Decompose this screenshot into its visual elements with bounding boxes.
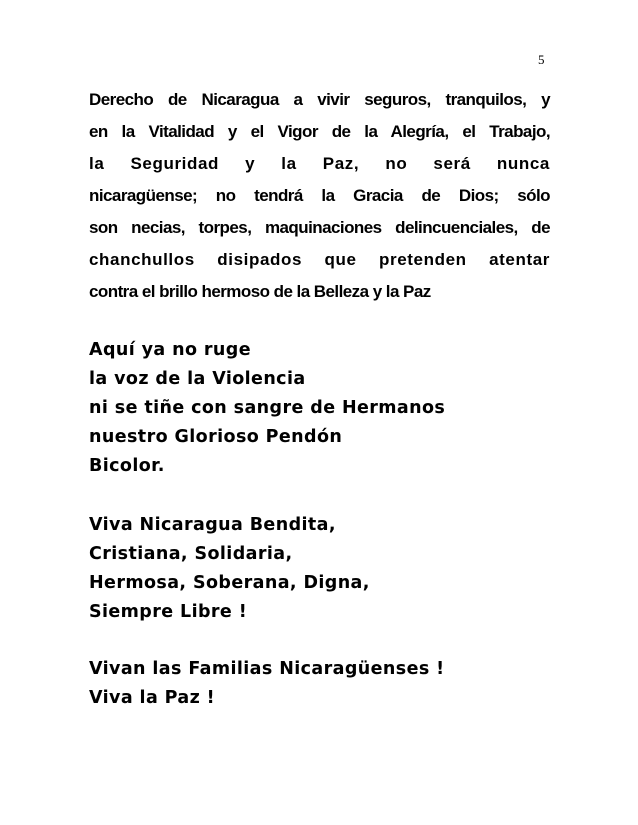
verse-line: nuestro Glorioso Pendón bbox=[89, 427, 343, 447]
verse-line: Bicolor. bbox=[89, 456, 165, 476]
verse-line: Siempre Libre ! bbox=[89, 602, 248, 622]
verse-stanza bbox=[89, 511, 370, 627]
paragraph-line: en la Vitalidad y el Vigor de la Alegría, el Trabajo, bbox=[89, 122, 550, 141]
verse-line: Vivan las Familias Nicaragüenses ! bbox=[89, 659, 445, 679]
paragraph-line: Derecho de Nicaragua a vivir seguros, tranquilos, y bbox=[89, 90, 550, 109]
page-number: 5 bbox=[538, 52, 545, 67]
verse-line: la voz de la Violencia bbox=[89, 369, 306, 389]
paragraph-line: chanchullos disipados que pretenden atentar bbox=[89, 250, 550, 269]
verse-line: ni se tiñe con sangre de Hermanos bbox=[89, 398, 446, 418]
paragraph-line: nicaragüense; no tendrá la Gracia de Dios; sólo bbox=[89, 186, 550, 205]
paragraph-line: son necias, torpes, maquinaciones delincuenciales, de bbox=[89, 218, 550, 237]
paragraph-line: la Seguridad y la Paz, no será nunca bbox=[89, 154, 550, 173]
verse-line: Viva Nicaragua Bendita, bbox=[89, 515, 336, 535]
prose-paragraph bbox=[89, 87, 550, 311]
verse-line: Hermosa, Soberana, Digna, bbox=[89, 573, 370, 593]
verse-stanza bbox=[89, 655, 445, 713]
verse-stanza bbox=[89, 336, 445, 481]
verse-line: Viva la Paz ! bbox=[89, 688, 216, 708]
paragraph-line: contra el brillo hermoso de la Belleza y la Paz bbox=[89, 282, 431, 301]
verse-line: Aquí ya no ruge bbox=[89, 340, 251, 360]
verse-line: Cristiana, Solidaria, bbox=[89, 544, 293, 564]
